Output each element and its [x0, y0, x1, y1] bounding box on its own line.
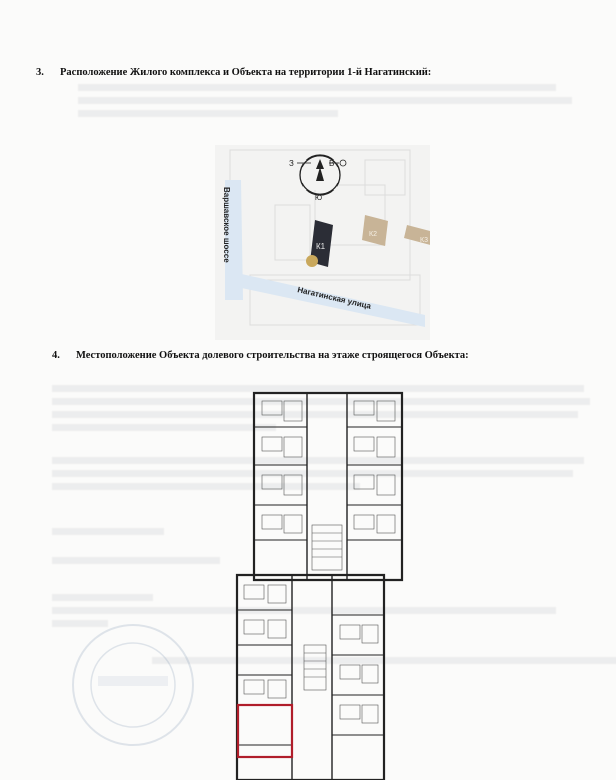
floor-plan [232, 375, 410, 780]
section-number: 4. [52, 350, 60, 361]
compass-east-label: В [329, 159, 335, 168]
compass-south-label: Ю [315, 195, 323, 202]
highway-label: Варшавское шоссе [222, 187, 231, 263]
stamp-ghost [68, 620, 198, 750]
section-4-heading [52, 350, 469, 361]
section-3-heading [36, 67, 431, 78]
object-location-marker [306, 255, 318, 267]
object-highlight-frame [238, 705, 292, 757]
compass-west-label: З [289, 159, 294, 168]
section-title: Местоположение Объекта долевого строительства на этаже строящегося Объекта: [76, 350, 469, 361]
street-label: Нагатинская улица [296, 285, 372, 311]
building-k2-label: К2 [369, 231, 377, 238]
bleed-through-text [78, 84, 598, 117]
site-plan-map [215, 145, 430, 340]
section-number: 3. [36, 67, 44, 78]
building-k3-label: К3 [420, 237, 428, 244]
section-title: Расположение Жилого комплекса и Объекта на территории 1-й Нагатинский: [60, 67, 432, 78]
building-k1-label: К1 [316, 242, 326, 251]
